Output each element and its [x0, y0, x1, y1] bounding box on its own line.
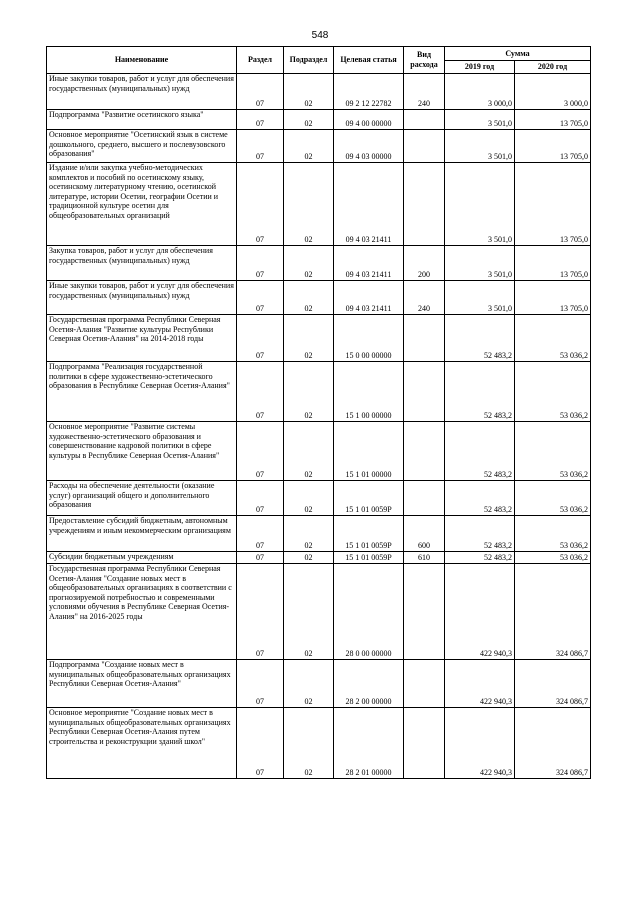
row-target: 28 2 01 00000: [334, 708, 404, 779]
table-row: [47, 281, 591, 315]
table-row: [47, 660, 591, 708]
header-section: Раздел: [237, 47, 284, 74]
row-expense: [404, 130, 445, 163]
row-value-2020: 53 036,2: [515, 552, 591, 564]
row-expense: [404, 481, 445, 516]
row-value-2019: 422 940,3: [445, 708, 515, 779]
row-value-2020: 53 036,2: [515, 362, 591, 422]
row-value-2019: 52 483,2: [445, 362, 515, 422]
row-subsection: 02: [284, 481, 334, 516]
row-target: 09 4 03 21411: [334, 246, 404, 281]
row-expense: [404, 362, 445, 422]
table-row: [47, 315, 591, 362]
table-row: [47, 163, 591, 246]
row-value-2020: 13 705,0: [515, 130, 591, 163]
row-name: Предоставление субсидий бюджетным, автономным учреждениям и иным некоммерческим организациям: [47, 516, 237, 552]
row-value-2020: 53 036,2: [515, 422, 591, 481]
table-row: [47, 708, 591, 779]
row-section: 07: [237, 516, 284, 552]
header-expense: Вид расхода: [404, 47, 445, 74]
row-target: 09 4 03 00000: [334, 130, 404, 163]
page-number: 548: [311, 30, 329, 41]
row-section: 07: [237, 660, 284, 708]
row-name: Основное мероприятие "Развитие системы художественно-эстетического образования и совершенствование кадровой политики в сфере культуры в Республике Северная Осетия-Алания": [47, 422, 237, 481]
row-section: 07: [237, 564, 284, 660]
header-subsection: Подраздел: [284, 47, 334, 74]
table-row: [47, 362, 591, 422]
row-value-2019: 422 940,3: [445, 660, 515, 708]
row-subsection: 02: [284, 564, 334, 660]
row-value-2019: 3 000,0: [445, 74, 515, 110]
row-target: 09 4 00 00000: [334, 110, 404, 130]
row-name: Субсидии бюджетным учреждениям: [47, 552, 237, 564]
row-subsection: 02: [284, 246, 334, 281]
row-expense: [404, 315, 445, 362]
row-subsection: 02: [284, 552, 334, 564]
row-value-2020: 53 036,2: [515, 516, 591, 552]
row-subsection: 02: [284, 422, 334, 481]
row-target: 09 4 03 21411: [334, 281, 404, 315]
row-section: 07: [237, 708, 284, 779]
row-value-2019: 3 501,0: [445, 246, 515, 281]
row-target: 09 2 12 22782: [334, 74, 404, 110]
row-name: Издание и/или закупка учебно-методических комплектов и пособий по осетинскому языку, осетинскому литературному чтению, осетинской литературе, истории Осетии, географии Осетии и традиционной культуре осетин для общеобразовательных организаций: [47, 163, 237, 246]
row-name: Иные закупки товаров, работ и услуг для обеспечения государственных (муниципальных) нужд: [47, 281, 237, 315]
row-name: Подпрограмма "Создание новых мест в муниципальных общеобразовательных организациях Республики Северная Осетия-Алания": [47, 660, 237, 708]
row-target: 15 1 00 00000: [334, 362, 404, 422]
row-value-2020: 324 086,7: [515, 708, 591, 779]
row-subsection: 02: [284, 315, 334, 362]
row-section: 07: [237, 281, 284, 315]
table-row: [47, 552, 591, 564]
row-value-2020: 13 705,0: [515, 163, 591, 246]
row-expense: 240: [404, 74, 445, 110]
table-row: [47, 130, 591, 163]
row-target: 09 4 03 21411: [334, 163, 404, 246]
table-row: [47, 422, 591, 481]
row-value-2019: 52 483,2: [445, 315, 515, 362]
row-expense: [404, 422, 445, 481]
row-section: 07: [237, 130, 284, 163]
row-value-2019: 3 501,0: [445, 130, 515, 163]
table-row: [47, 516, 591, 552]
header-2020: 2020 год: [515, 61, 591, 74]
row-section: 07: [237, 362, 284, 422]
row-expense: 600: [404, 516, 445, 552]
row-value-2019: 422 940,3: [445, 564, 515, 660]
row-name: Расходы на обеспечение деятельности (оказание услуг) организаций общего и дополнительного образования: [47, 481, 237, 516]
row-section: 07: [237, 246, 284, 281]
row-value-2019: 52 483,2: [445, 481, 515, 516]
row-subsection: 02: [284, 110, 334, 130]
header-2019: 2019 год: [445, 61, 515, 74]
row-section: 07: [237, 422, 284, 481]
row-value-2019: 52 483,2: [445, 422, 515, 481]
row-subsection: 02: [284, 281, 334, 315]
row-value-2019: 3 501,0: [445, 163, 515, 246]
row-subsection: 02: [284, 660, 334, 708]
row-expense: 240: [404, 281, 445, 315]
row-target: 15 1 01 0059Р: [334, 516, 404, 552]
row-expense: [404, 660, 445, 708]
row-section: 07: [237, 74, 284, 110]
row-subsection: 02: [284, 74, 334, 110]
table-row: [47, 74, 591, 110]
row-name: Подпрограмма "Реализация государственной политики в сфере художественно-эстетического образования в Республике Северная Осетия-Алания": [47, 362, 237, 422]
row-value-2020: 324 086,7: [515, 660, 591, 708]
row-target: 15 1 01 00000: [334, 422, 404, 481]
row-target: 15 0 00 00000: [334, 315, 404, 362]
row-expense: [404, 110, 445, 130]
row-expense: 200: [404, 246, 445, 281]
row-name: Иные закупки товаров, работ и услуг для обеспечения государственных (муниципальных) нужд: [47, 74, 237, 110]
table-row: [47, 481, 591, 516]
row-subsection: 02: [284, 708, 334, 779]
row-expense: 610: [404, 552, 445, 564]
row-section: 07: [237, 552, 284, 564]
row-subsection: 02: [284, 516, 334, 552]
row-name: Основное мероприятие "Осетинский язык в системе дошкольного, среднего, высшего и послевузовского образования": [47, 130, 237, 163]
row-value-2020: 53 036,2: [515, 315, 591, 362]
row-expense: [404, 564, 445, 660]
row-value-2019: 52 483,2: [445, 516, 515, 552]
header-target: Целевая статья: [334, 47, 404, 74]
row-name: Основное мероприятие "Создание новых мест в муниципальных общеобразовательных организациях Республики Северная Осетия-Алания путем строительства и реконструкции зданий школ": [47, 708, 237, 779]
row-value-2020: 13 705,0: [515, 110, 591, 130]
table-row: [47, 246, 591, 281]
row-expense: [404, 163, 445, 246]
row-value-2020: 53 036,2: [515, 481, 591, 516]
row-value-2020: 13 705,0: [515, 246, 591, 281]
row-section: 07: [237, 110, 284, 130]
row-section: 07: [237, 163, 284, 246]
row-subsection: 02: [284, 362, 334, 422]
table-row: [47, 564, 591, 660]
row-value-2020: 13 705,0: [515, 281, 591, 315]
row-value-2020: 3 000,0: [515, 74, 591, 110]
row-value-2020: 324 086,7: [515, 564, 591, 660]
row-subsection: 02: [284, 130, 334, 163]
row-value-2019: 52 483,2: [445, 552, 515, 564]
row-target: 28 2 00 00000: [334, 660, 404, 708]
row-name: Государственная программа Республики Северная Осетия-Алания "Создание новых мест в общеобразовательных организациях в соответствии с прогнозируемой потребностью и современными условиями обучения в Республике Северная Осетия-Алания" на 2016-2025 годы: [47, 564, 237, 660]
row-section: 07: [237, 481, 284, 516]
row-name: Подпрограмма "Развитие осетинского языка": [47, 110, 237, 130]
row-target: 15 1 01 0059Р: [334, 481, 404, 516]
budget-table: [46, 46, 591, 779]
header-name: Наименование: [47, 47, 237, 74]
header-sum: Сумма: [445, 47, 591, 61]
row-value-2019: 3 501,0: [445, 281, 515, 315]
table-row: [47, 110, 591, 130]
row-value-2019: 3 501,0: [445, 110, 515, 130]
row-expense: [404, 708, 445, 779]
row-name: Закупка товаров, работ и услуг для обеспечения государственных (муниципальных) нужд: [47, 246, 237, 281]
row-section: 07: [237, 315, 284, 362]
row-target: 28 0 00 00000: [334, 564, 404, 660]
row-target: 15 1 01 0059Р: [334, 552, 404, 564]
row-subsection: 02: [284, 163, 334, 246]
row-name: Государственная программа Республики Северная Осетия-Алания "Развитие культуры Республики Северная Осетия-Алания" на 2014-2018 годы: [47, 315, 237, 362]
